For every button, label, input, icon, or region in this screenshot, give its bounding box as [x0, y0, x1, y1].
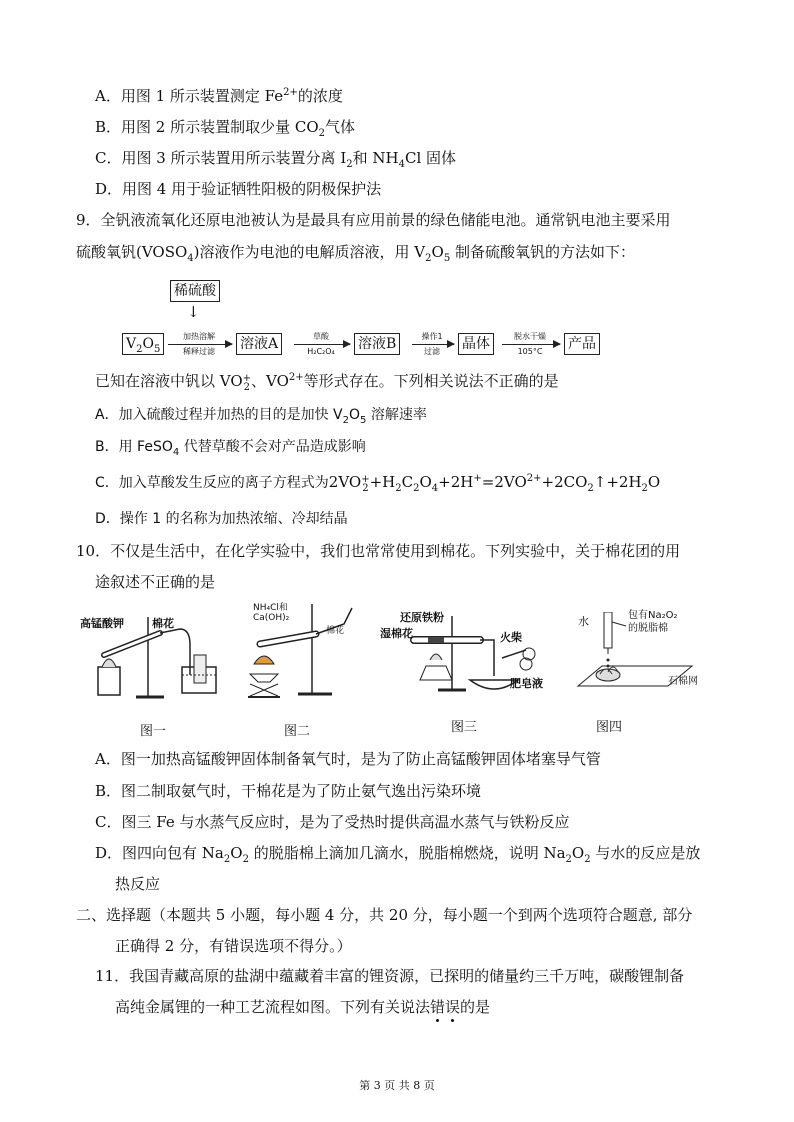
figure-4-label-cotton-1: 包有Na₂O₂: [628, 610, 678, 621]
emphasis-mark: 误: [445, 998, 461, 1016]
flow-reagent-box: 稀硫酸: [170, 280, 220, 302]
q10-option-d: D．图四向包有 $Na_2O_2$ 的脱脂棉上滴加几滴水，脱脂棉燃烧，说明 $Na_2O_2$ 与水的反应是放: [95, 844, 701, 865]
figure-2-label-reagent-2: Ca(OH)₂: [253, 613, 290, 623]
figure-2-label-reagent-1: NH₄Cl和: [253, 603, 288, 613]
q11-stem-line2: 高纯金属锂的一种工艺流程如图。下列有关说法错误的是: [115, 998, 491, 1016]
flow-arrow-2-bottom: H₂C₂O₄: [307, 347, 335, 356]
figure-4-label-asbestos: 石棉网: [668, 676, 698, 687]
figure-4-label-cotton-2: 的脱脂棉: [628, 623, 668, 634]
q11-stem-line1: 11．我国青藏高原的盐湖中蕴藏着丰富的锂资源，已探明的储量约三千万吨，碳酸锂制备: [95, 967, 685, 985]
q9-option-c: C．加入草酸发生反应的离子方程式为2VO + 2 $+H_2C_2O_4+2H^+=2VO^{2+}+2CO_2↑+2H_2O$: [95, 473, 661, 494]
q9-option-d: D．操作 1 的名称为加热浓缩、冷却结晶: [95, 511, 348, 527]
flow-arrow-4-top: 脱水干燥: [514, 332, 546, 341]
q9-option-b: B．用 FeSO$_4$ 代替草酸不会对产品造成影响: [95, 439, 366, 458]
figure-3-label-soap: 肥皂液: [510, 677, 543, 690]
q8-option-c: C．用图 3 所示装置用所示装置分离 $I_2$和 $NH_4Cl$ 固体: [95, 149, 457, 170]
figure-3-label-wet-cotton: 湿棉花: [380, 627, 413, 640]
flow-arrow-1-top: 加热溶解: [183, 332, 215, 341]
figure-1-label-kmno4: 高锰酸钾: [80, 617, 124, 630]
flow-arrow-3-top: 操作1: [421, 332, 443, 341]
figure-2-caption: 图二: [284, 724, 311, 739]
q8-option-b: B．用图 2 所示装置制取少量 $CO_2$气体: [95, 118, 356, 139]
figure-1-label-cotton: 棉花: [152, 617, 174, 630]
flow-node-crystal: 晶体: [458, 333, 494, 355]
q9-known: 已知在溶液中钒以 VO + 2 、$VO^{2+}$等形式存在。下列相关说法不正确的是: [95, 372, 559, 393]
q9-option-a: A．加入硫酸过程并加热的目的是加快 $V_2O_5$ 溶解速率: [95, 407, 427, 426]
section2-heading-line1: 二、选择题（本题共 5 小题，每小题 4 分，共 20 分，每小题一个到两个选项符合题意, 部分: [76, 906, 693, 924]
q8-option-d: D．用图 4 用于验证牺牲阳极的阴极保护法: [95, 180, 382, 198]
figure-3-label-iron-powder: 还原铁粉: [400, 611, 444, 624]
flow-arrow-4: [502, 344, 560, 345]
figure-2-label-cotton: 棉花: [326, 626, 345, 636]
flow-arrow-1-bottom: 稀释过滤: [183, 347, 215, 356]
section2-heading-line2: 正确得 2 分，有错误选项不得分。）: [115, 937, 352, 955]
q10-option-a: A．图一加热高锰酸钾固体制备氧气时，是为了防止高锰酸钾固体堵塞导气管: [95, 750, 601, 768]
figure-4-caption: 图四: [596, 720, 623, 735]
flow-arrow-4-bottom: 105°C: [517, 347, 543, 356]
figure-3-caption: 图三: [451, 720, 478, 735]
flow-down-arrow: ↓: [187, 303, 200, 321]
flow-arrow-3: [412, 344, 454, 345]
flow-node-product: 产品: [564, 333, 600, 355]
q10-stem-line1: 10．不仅是生活中，在化学实验中，我们也常常使用到棉花。下列实验中，关于棉花团的用: [76, 542, 681, 560]
emphasis-mark: 错: [430, 998, 446, 1016]
flow-node-solution-a: 溶液A: [236, 333, 282, 355]
page-footer: 第 3 页 共 8 页: [359, 1079, 435, 1092]
flow-arrow-2: [294, 344, 350, 345]
q10-option-c: C．图三 Fe 与水蒸气反应时，是为了受热时提供高温水蒸气与铁粉反应: [95, 813, 570, 831]
q10-option-b: B．图二制取氨气时，干棉花是为了防止氨气逸出污染环境: [95, 782, 482, 800]
flow-arrow-3-bottom: 过滤: [424, 347, 440, 356]
q10-stem-line2: 途叙述不正确的是: [95, 573, 216, 591]
figure-4-label-water: 水: [578, 615, 589, 628]
q8-option-a: A．用图 1 所示装置测定 $Fe^{2+}$的浓度: [95, 87, 343, 105]
figure-3-label-match: 火柴: [500, 631, 522, 644]
q9-stem-line1: 9．全钒液流氧化还原电池被认为是最具有应用前景的绿色储能电池。通常钒电池主要采用: [76, 211, 671, 229]
q10-option-d-cont: 热反应: [115, 875, 161, 893]
flow-node-solution-b: 溶液B: [354, 333, 400, 355]
flow-arrow-2-top: 草酸: [313, 332, 329, 341]
flow-start-box: $V_2O_5$: [122, 333, 164, 355]
q9-stem-line2: 硫酸氧钒$(VOSO_4)$溶液作为电池的电解质溶液，用 $V_2O_5$ 制备硫酸氧钒的方法如下：: [76, 243, 635, 264]
flow-arrow-1: [168, 344, 232, 345]
figure-1-caption: 图一: [140, 724, 167, 739]
